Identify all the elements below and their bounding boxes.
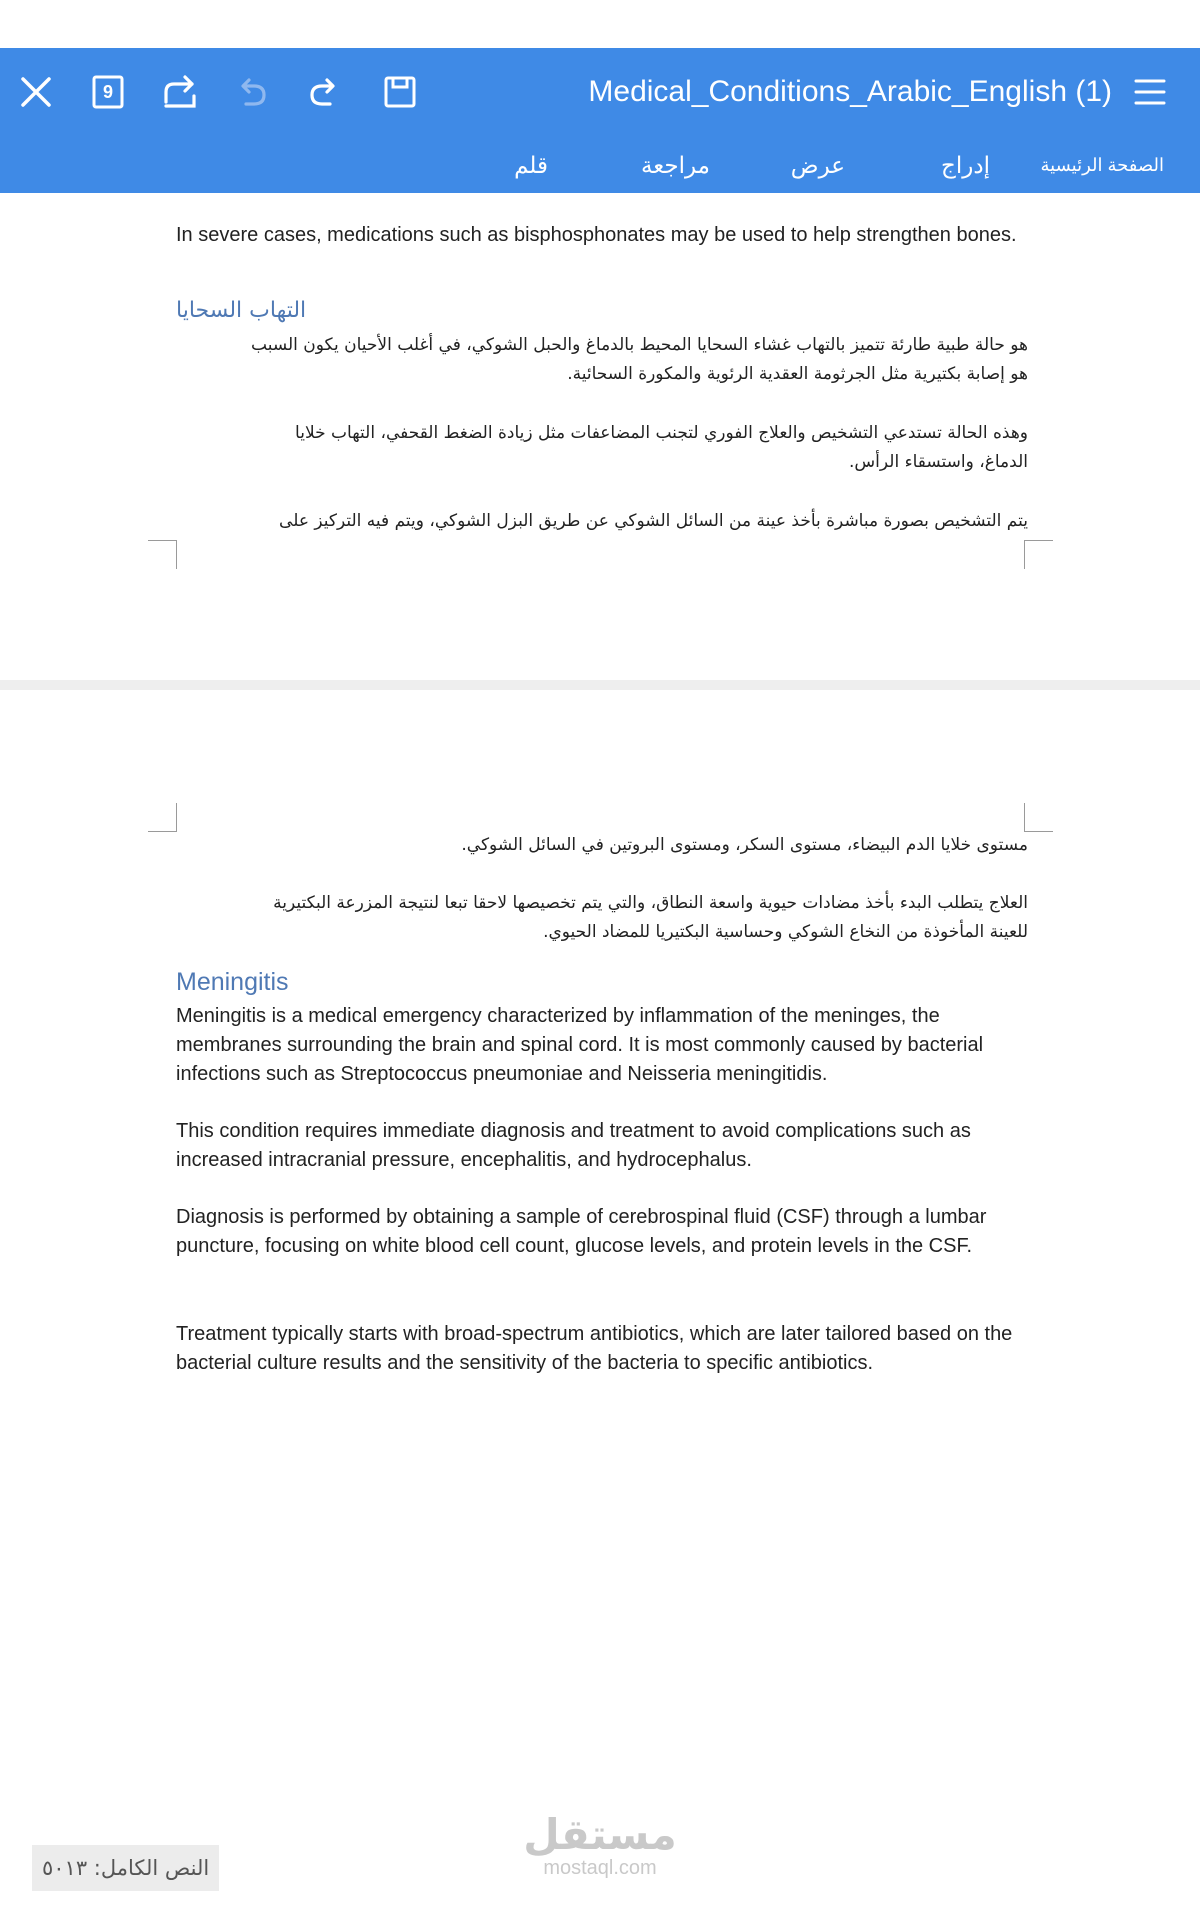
arabic-paragraph-line: هو إصابة بكتيرية مثل الجرثومة العقدية الرئوية والمكورة السحائية. bbox=[567, 364, 1028, 384]
crop-mark bbox=[148, 803, 177, 832]
arabic-paragraph-line: يتم التشخيص بصورة مباشرة بأخذ عينة من السائل الشوكي عن طريق البزل الشوكي، ويتم فيه التركيز على bbox=[279, 511, 1028, 531]
watermark-english: mostaql.com bbox=[543, 1857, 657, 1879]
english-paragraph: Diagnosis is performed by obtaining a sample of cerebrospinal fluid (CSF) through a lumbar puncture, focusing on white blood cell count, glucose levels, and protein levels in the CSF. bbox=[176, 1206, 987, 1257]
arabic-paragraph-line: العلاج يتطلب البدء بأخذ مضادات حيوية واسعة النطاق، والتي يتم تخصيصها لاحقا تبعا لنتيجة المزرعة البكتيرية bbox=[273, 893, 1028, 913]
status-bar bbox=[0, 0, 1200, 48]
watermark-logo bbox=[520, 1810, 680, 1880]
arabic-paragraph-line: وهذه الحالة تستدعي التشخيص والعلاج الفوري لتجنب المضاعفات مثل زيادة الضغط القحفي، التهاب خلايا bbox=[295, 423, 1028, 443]
menu-icon[interactable] bbox=[1124, 66, 1176, 118]
tab-insert[interactable]: إدراج bbox=[941, 152, 990, 178]
english-paragraph: This condition requires immediate diagnosis and treatment to avoid complications such as increased intracranial pressure, encephalitis, and hydrocephalus. bbox=[176, 1120, 971, 1171]
crop-mark bbox=[1024, 803, 1053, 832]
page-separator bbox=[0, 680, 1200, 690]
arabic-paragraph-line: مستوى خلايا الدم البيضاء، مستوى السكر، ومستوى البروتين في السائل الشوكي. bbox=[461, 835, 1028, 855]
app-toolbar bbox=[0, 48, 1200, 193]
english-paragraph: Meningitis is a medical emergency characterized by inflammation of the meninges, the membranes surrounding the brain and spinal cord. It is most commonly caused by bacterial infections such as Streptococcus pneumoniae and Neisseria meningitidis. bbox=[176, 1005, 984, 1085]
crop-mark bbox=[1024, 540, 1053, 569]
english-paragraph: Treatment typically starts with broad-spectrum antibiotics, which are later tailored based on the bacterial culture results and the sensitivity of the bacteria to specific antibiotics. bbox=[176, 1323, 1013, 1374]
tab-pen[interactable]: قلم bbox=[514, 152, 548, 178]
english-heading: Meningitis bbox=[176, 968, 289, 996]
tab-home[interactable]: الصفحة الرئيسية bbox=[1040, 155, 1164, 175]
arabic-paragraph-line: هو حالة طبية طارئة تتميز بالتهاب غشاء السحايا المحيط بالدماغ والحبل الشوكي، في أغلب الأحيان يكون السبب bbox=[251, 335, 1028, 355]
arabic-heading: التهاب السحايا bbox=[176, 298, 307, 323]
share-icon[interactable] bbox=[154, 66, 206, 118]
arabic-paragraph-line: للعينة المأخوذة من النخاع الشوكي وحساسية البكتيريا للمضاد الحيوي. bbox=[543, 922, 1028, 942]
tab-review[interactable]: مراجعة bbox=[640, 152, 710, 178]
english-paragraph: In severe cases, medications such as bisphosphonates may be used to help strengthen bones. bbox=[176, 224, 1017, 246]
arabic-paragraph-line: الدماغ، واستسقاء الرأس. bbox=[849, 452, 1028, 472]
document-page-1 bbox=[0, 193, 1200, 680]
ribbon-tabs bbox=[0, 140, 1200, 190]
save-icon[interactable] bbox=[374, 66, 426, 118]
page-count: 9 bbox=[102, 82, 113, 102]
close-icon[interactable] bbox=[10, 66, 62, 118]
tab-view[interactable]: عرض bbox=[790, 152, 845, 178]
document-page-2 bbox=[0, 690, 1200, 1920]
undo-icon[interactable] bbox=[226, 66, 278, 118]
word-count-badge[interactable]: النص الكامل: ٥٠١٣ bbox=[32, 1845, 219, 1891]
page-count-icon[interactable] bbox=[82, 66, 134, 118]
crop-mark bbox=[148, 540, 177, 569]
document-title: Medical_Conditions_Arabic_English (1) bbox=[588, 75, 1112, 108]
watermark-arabic: مستقل bbox=[523, 1810, 677, 1859]
redo-icon[interactable] bbox=[298, 66, 350, 118]
